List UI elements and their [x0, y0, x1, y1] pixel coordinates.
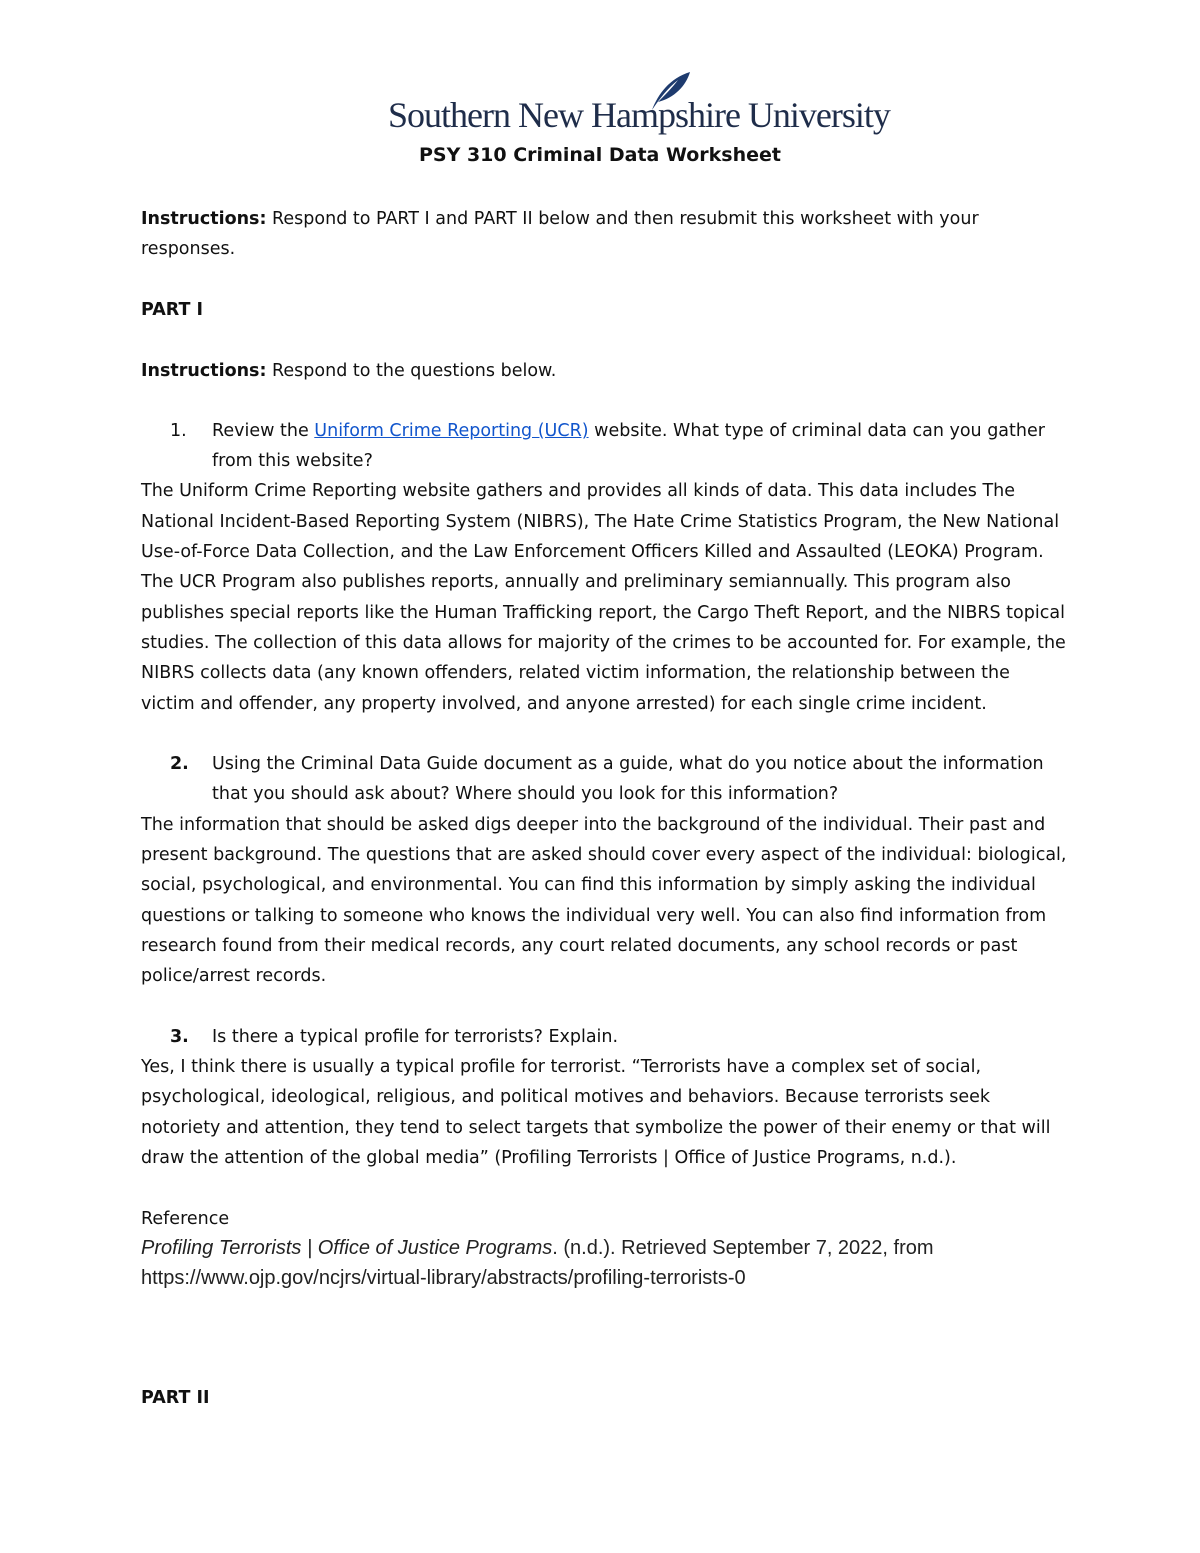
reference-retrieved: . (n.d.). Retrieved September 7, 2022, from	[552, 1237, 934, 1259]
part1-instructions-text: Respond to the questions below.	[266, 361, 557, 381]
q2-answer-line: social, psychological, and environmental. You can find this information by simply asking the individual	[141, 875, 1036, 895]
q1-text-before: Review the	[212, 421, 315, 441]
q3-number: 3.	[170, 1027, 189, 1047]
part1-instructions-label: Instructions:	[141, 361, 267, 381]
q2-answer-line: research found from their medical records, any court related documents, any school records or past	[141, 936, 1018, 956]
q3-answer-line: notoriety and attention, they tend to select targets that symbolize the power of their enemy or that will	[141, 1118, 1051, 1138]
instructions-text: Respond to PART I and PART II below and then resubmit this worksheet with your	[266, 209, 979, 229]
instructions-line-2: responses.	[141, 239, 236, 259]
part2-heading: PART II	[141, 1388, 210, 1408]
q2-answer-line: police/arrest records.	[141, 966, 327, 986]
q1-answer-line: The UCR Program also publishes reports, annually and preliminary semiannually. This program also	[141, 572, 1011, 592]
q3-answer-line: psychological, ideological, religious, and political motives and behaviors. Because terrorists seek	[141, 1087, 991, 1107]
q3-line-1: Is there a typical profile for terrorists? Explain.	[212, 1027, 619, 1047]
q1-answer-line: National Incident-Based Reporting System (NIBRS), The Hate Crime Statistics Program, the New National	[141, 512, 1060, 532]
q1-answer-line: NIBRS collects data (any known offenders, related victim information, the relationship between the	[141, 663, 1010, 683]
q1-number: 1.	[170, 421, 187, 441]
q1-answer-line: studies. The collection of this data allows for majority of the crimes to be accounted for. For example, the	[141, 633, 1066, 653]
q2-answer-line: present background. The questions that are asked should cover every aspect of the individual: biological,	[141, 845, 1067, 865]
university-name: Southern New Hampshire University	[388, 95, 890, 135]
reference-heading: Reference	[141, 1209, 230, 1229]
q1-answer-line: victim and offender, any property involved, and anyone arrested) for each single crime incident.	[141, 694, 987, 714]
part1-heading: PART I	[141, 300, 203, 320]
q1-answer-line: The Uniform Crime Reporting website gathers and provides all kinds of data. This data includes The	[141, 481, 1015, 501]
q3-answer-line: Yes, I think there is usually a typical profile for terrorist. “Terrorists have a complex set of social,	[141, 1057, 982, 1077]
q2-line-1: Using the Criminal Data Guide document as a guide, what do you notice about the information	[212, 754, 1044, 774]
q1-answer-line: Use-of-Force Data Collection, and the Law Enforcement Officers Killed and Assaulted (LEOKA) Program.	[141, 542, 1044, 562]
q2-answer-line: questions or talking to someone who knows the individual very well. You can also find information from	[141, 906, 1047, 926]
q1-text-after: website. What type of criminal data can you gather	[588, 421, 1045, 441]
q2-number: 2.	[170, 754, 189, 774]
reference-title: Profiling Terrorists | Office of Justice Programs	[141, 1237, 553, 1259]
part1-instructions	[141, 356, 556, 386]
q2-answer-line: The information that should be asked digs deeper into the background of the individual. Their past and	[141, 815, 1046, 835]
page-title: PSY 310 Criminal Data Worksheet	[418, 144, 781, 166]
instructions-label: Instructions:	[141, 209, 267, 229]
q1-line-1	[212, 416, 1045, 446]
instructions-line-1	[141, 204, 979, 234]
ucr-link[interactable]: Uniform Crime Reporting (UCR)	[314, 421, 589, 441]
q1-answer-line: publishes special reports like the Human Trafficking report, the Cargo Theft Report, and the NIBRS topical	[141, 603, 1065, 623]
reference-url[interactable]: https://www.ojp.gov/ncjrs/virtual-library/abstracts/profiling-terrorists-0	[141, 1267, 746, 1289]
q2-line-2: that you should ask about? Where should you look for this information?	[212, 784, 839, 804]
university-logo	[386, 68, 890, 138]
q1-line-2: from this website?	[212, 451, 373, 471]
reference-citation	[141, 1233, 934, 1263]
q3-answer-line: draw the attention of the global media” (Profiling Terrorists | Office of Justice Programs, n.d.).	[141, 1148, 957, 1168]
